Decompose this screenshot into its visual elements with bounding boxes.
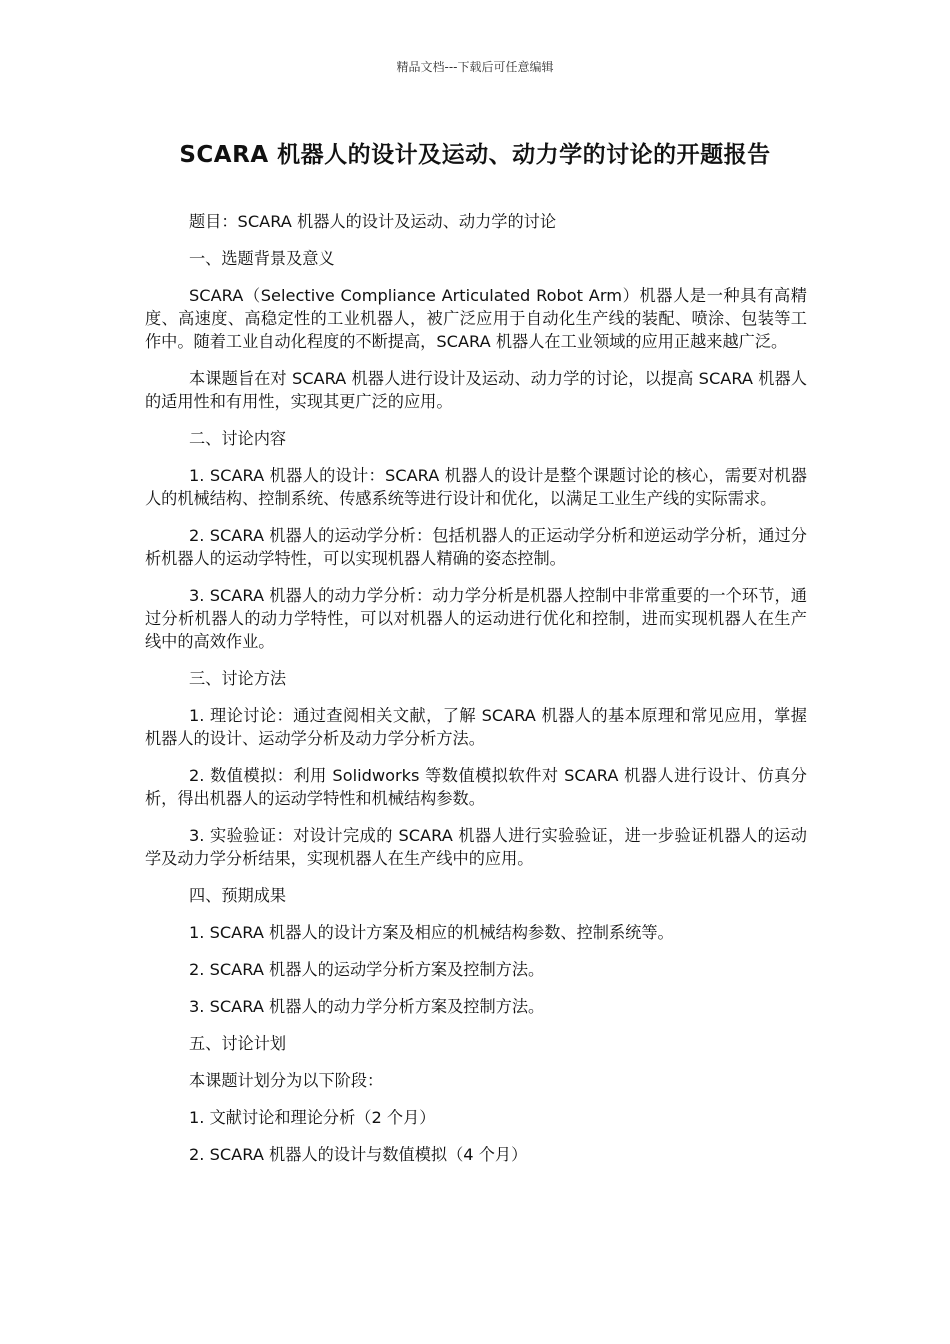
methods-item-2: 2. 数值模拟：利用 Solidworks 等数值模拟软件对 SCARA 机器人进行设计、仿真分析，得出机器人的运动学特性和机械结构参数。 [145,766,807,808]
content-item-2: 2. SCARA 机器人的运动学分析：包括机器人的正运动学分析和逆运动学分析，通过分析机器人的运动学特性，可以实现机器人精确的姿态控制。 [145,526,807,568]
plan-intro: 本课题计划分为以下阶段： [189,1071,384,1090]
outcomes-item-2: 2. SCARA 机器人的运动学分析方案及控制方法。 [189,960,545,979]
header-note: 精品文档---下载后可任意编辑 [396,60,554,74]
content-item-3: 3. SCARA 机器人的动力学分析：动力学分析是机器人控制中非常重要的一个环节，通过分析机器人的动力学特性，可以对机器人的运动进行优化和控制，进而实现机器人在生产线中的高效作业。 [145,586,807,651]
section-heading-outcomes: 四、预期成果 [189,886,287,905]
document-title: SCARA 机器人的设计及运动、动力学的讨论的开题报告 [179,142,771,168]
outcomes-item-1: 1. SCARA 机器人的设计方案及相应的机械结构参数、控制系统等。 [189,923,674,942]
content-item-1: 1. SCARA 机器人的设计：SCARA 机器人的设计是整个课题讨论的核心，需要对机器人的机械结构、控制系统、传感系统等进行设计和优化，以满足工业生产线的实际需求。 [145,466,807,508]
outcomes-item-3: 3. SCARA 机器人的动力学分析方案及控制方法。 [189,997,545,1016]
background-paragraph-2: 本课题旨在对 SCARA 机器人进行设计及运动、动力学的讨论，以提高 SCARA 机器人的适用性和有用性，实现其更广泛的应用。 [145,369,807,411]
plan-item-2: 2. SCARA 机器人的设计与数值模拟（4 个月） [189,1145,528,1164]
section-heading-plan: 五、讨论计划 [189,1034,287,1053]
methods-item-1: 1. 理论讨论：通过查阅相关文献，了解 SCARA 机器人的基本原理和常见应用，掌握机器人的设计、运动学分析及动力学分析方法。 [145,706,807,748]
section-heading-background: 一、选题背景及意义 [189,249,335,268]
document-body [145,210,807,1180]
background-paragraph-1: SCARA（Selective Compliance Articulated Robot Arm）机器人是一种具有高精度、高速度、高稳定性的工业机器人，被广泛应用于自动化生产线的装配、喷涂、包装等工作中。随着工业自动化程度的不断提高，SCARA 机器人在工业领域的应用正越来越广泛。 [145,286,807,351]
topic-line: 题目：SCARA 机器人的设计及运动、动力学的讨论 [189,212,557,231]
methods-item-3: 3. 实验验证：对设计完成的 SCARA 机器人进行实验验证，进一步验证机器人的运动学及动力学分析结果，实现机器人在生产线中的应用。 [145,826,807,868]
section-heading-methods: 三、讨论方法 [189,669,287,688]
plan-item-1: 1. 文献讨论和理论分析（2 个月） [189,1108,436,1127]
section-heading-content: 二、讨论内容 [189,429,287,448]
